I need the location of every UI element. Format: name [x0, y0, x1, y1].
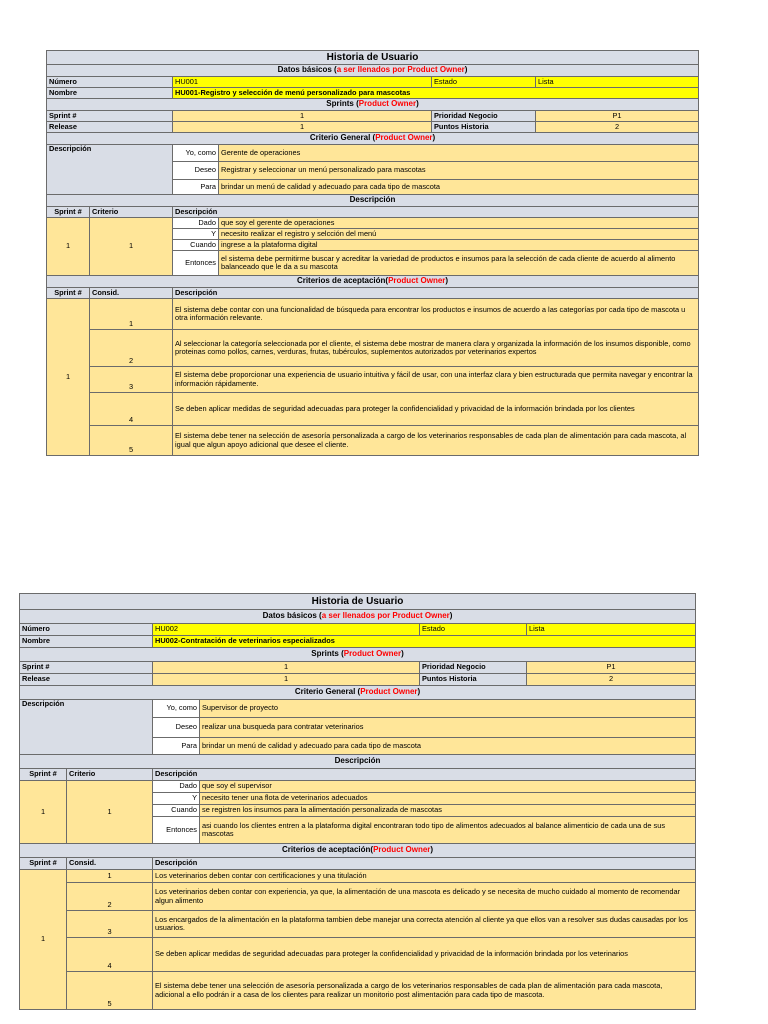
- numero-label: Número: [20, 624, 153, 636]
- entonces-value[interactable]: el sistema debe permitirme buscar y acreditar la variedad de productos e insumos para la selección de cada cliente de acuerdo al alimento balanceado que le da a su mascota: [219, 251, 699, 276]
- deseo-value[interactable]: realizar una busqueda para contratar veterinarios: [200, 718, 696, 738]
- criterio-col-header: Criterio: [90, 207, 173, 218]
- desc-criterio-value[interactable]: 1: [90, 218, 173, 276]
- para-label: Para: [173, 180, 219, 195]
- basic-data-header: Datos básicos (a ser llenados por Product Owner): [20, 610, 696, 624]
- sprint-col-header: Sprint #: [20, 769, 67, 781]
- descripcion-col-header: Descripción: [153, 769, 696, 781]
- cuando-label: Cuando: [173, 240, 219, 251]
- puntos-label: Puntos Historia: [432, 122, 536, 133]
- para-value[interactable]: brindar un menú de calidad y adecuado para cada tipo de mascota: [219, 180, 699, 195]
- acc-descripcion-col-header: Descripción: [173, 288, 699, 299]
- user-story-table-1: [46, 50, 699, 456]
- criterion-text[interactable]: El sistema debe tener una selección de asesoría personalizada a cargo de los veterinarios responsables de cada plan de alimentación para cada mascota, adicional a ello podrán ir a casa de los clientes para realizar un monitorio post alimentación para cada tipo de mascota.: [153, 972, 696, 1010]
- criterio-general-header: Criterio General (Product Owner): [47, 133, 699, 145]
- acceptance-header: Criterios de aceptación(Product Owner): [47, 276, 699, 288]
- release-label: Release: [47, 122, 173, 133]
- story-title: Historia de Usuario: [47, 51, 699, 65]
- criterion-number: 2: [67, 883, 153, 911]
- criterion-text[interactable]: El sistema debe contar con una funcionalidad de búsqueda para encontrar los productos e insumos de acuerdo a las categorías por cada tipo de mascota u otra información relevante.: [173, 299, 699, 330]
- dado-value[interactable]: que soy el gerente de operaciones: [219, 218, 699, 229]
- cuando-label: Cuando: [153, 805, 200, 817]
- nombre-label: Nombre: [20, 636, 153, 648]
- descripcion-col-header: Descripción: [173, 207, 699, 218]
- cuando-value[interactable]: ingrese a la plataforma digital: [219, 240, 699, 251]
- yo-como-value[interactable]: Supervisor de proyecto: [200, 700, 696, 718]
- criterion-number: 4: [67, 938, 153, 972]
- cuando-value[interactable]: se registren los insumos para la alimentación personalizada de mascotas: [200, 805, 696, 817]
- para-label: Para: [153, 738, 200, 755]
- criterion-text[interactable]: El sistema debe proporcionar una experiencia de usuario intuitiva y fácil de usar, con una interfaz clara y bien estructurada que permita navegar y encontrar la información rápidamente.: [173, 367, 699, 393]
- criterio-col-header: Criterio: [67, 769, 153, 781]
- criterion-number: 4: [90, 393, 173, 426]
- puntos-value[interactable]: 2: [536, 122, 699, 133]
- criterio-general-header: Criterio General (Product Owner): [20, 686, 696, 700]
- release-value[interactable]: 1: [153, 674, 420, 686]
- numero-value[interactable]: HU002: [153, 624, 420, 636]
- nombre-value[interactable]: HU001-Registro y selección de menú personalizado para mascotas: [173, 88, 699, 99]
- criterion-text[interactable]: Los veterinarios deben contar con experiencia, ya que, la alimentación de una mascota es delicado y se necesita de mucho cuidado al momento de recomendar algun alimento: [153, 883, 696, 911]
- desc-criterio-value[interactable]: 1: [67, 781, 153, 844]
- yo-como-label: Yo, como: [173, 145, 219, 162]
- criterion-number: 1: [90, 299, 173, 330]
- descripcion-header: Descripción: [47, 195, 699, 207]
- para-value[interactable]: brindar un menú de calidad y adecuado para cada tipo de mascota: [200, 738, 696, 755]
- criterion-number: 3: [90, 367, 173, 393]
- prioridad-label: Prioridad Negocio: [432, 111, 536, 122]
- prioridad-label: Prioridad Negocio: [420, 662, 527, 674]
- acc-sprint-value[interactable]: 1: [47, 299, 90, 456]
- entonces-label: Entonces: [153, 817, 200, 844]
- criterion-number: 3: [67, 911, 153, 938]
- sprints-header: Sprints (Product Owner): [47, 99, 699, 111]
- sprint-value[interactable]: 1: [153, 662, 420, 674]
- sprint-label: Sprint #: [47, 111, 173, 122]
- acc-sprint-col-header: Sprint #: [20, 858, 67, 870]
- dado-label: Dado: [173, 218, 219, 229]
- criterion-text[interactable]: El sistema debe tener na selección de asesoría personalizada a cargo de los veterinarios responsables de cada plan de alimentación para cada mascota, al igual que algun apoyo adicional que desee el cliente.: [173, 426, 699, 456]
- criterion-text[interactable]: Los encargados de la alimentación en la plataforma tambien debe manejar una correcta atención al cliente ya que ellos van a resolver sus dudas causadas por los usuarios.: [153, 911, 696, 938]
- acc-sprint-value[interactable]: 1: [20, 870, 67, 1010]
- acc-sprint-col-header: Sprint #: [47, 288, 90, 299]
- numero-value[interactable]: HU001: [173, 77, 432, 88]
- y-label: Y: [153, 793, 200, 805]
- y-value[interactable]: necesito tener una flota de veterinarios adecuados: [200, 793, 696, 805]
- sprints-header: Sprints (Product Owner): [20, 648, 696, 662]
- criterion-text[interactable]: Se deben aplicar medidas de seguridad adecuadas para proteger la confidencialidad y privacidad de la información brindada por los clientes: [173, 393, 699, 426]
- acc-descripcion-col-header: Descripción: [153, 858, 696, 870]
- entonces-value[interactable]: asi cuando los clientes entren a la plataforma digital encontraran todo tipo de alimentos adecuados al balance alimenticio de cada una de sus mascotas: [200, 817, 696, 844]
- acceptance-header: Criterios de aceptación(Product Owner): [20, 844, 696, 858]
- descripcion-header: Descripción: [20, 755, 696, 769]
- criterion-text[interactable]: Los veterinarios deben contar con certificaciones y una titulación: [153, 870, 696, 883]
- release-value[interactable]: 1: [173, 122, 432, 133]
- nombre-label: Nombre: [47, 88, 173, 99]
- release-label: Release: [20, 674, 153, 686]
- yo-como-label: Yo, como: [153, 700, 200, 718]
- puntos-label: Puntos Historia: [420, 674, 527, 686]
- estado-value[interactable]: Lista: [536, 77, 699, 88]
- nombre-value[interactable]: HU002-Contratación de veterinarios especializados: [153, 636, 696, 648]
- yo-como-value[interactable]: Gerente de operaciones: [219, 145, 699, 162]
- basic-data-header: Datos básicos (a ser llenados por Product Owner): [47, 65, 699, 77]
- criterion-number: 2: [90, 330, 173, 367]
- prioridad-value[interactable]: P1: [536, 111, 699, 122]
- criterion-number: 5: [67, 972, 153, 1010]
- sprint-value[interactable]: 1: [173, 111, 432, 122]
- entonces-label: Entonces: [173, 251, 219, 276]
- estado-label: Estado: [432, 77, 536, 88]
- consid-col-header: Consid.: [67, 858, 153, 870]
- descripcion-label: Descripción: [20, 700, 153, 755]
- dado-label: Dado: [153, 781, 200, 793]
- estado-label: Estado: [420, 624, 527, 636]
- numero-label: Número: [47, 77, 173, 88]
- sprint-col-header: Sprint #: [47, 207, 90, 218]
- desc-sprint-value[interactable]: 1: [20, 781, 67, 844]
- deseo-label: Deseo: [173, 162, 219, 180]
- y-label: Y: [173, 229, 219, 240]
- criterion-text[interactable]: Al seleccionar la categoría seleccionada por el cliente, el sistema debe mostrar de manera clara y organizada la información de los insumos disponible, como proteinas como pollos, carnes, verduras, frutas, tubérculos, suplementos autorizados por veterinarios expertos: [173, 330, 699, 367]
- y-value[interactable]: necesito realizar el registro y selcción del menú: [219, 229, 699, 240]
- consid-col-header: Consid.: [90, 288, 173, 299]
- puntos-value[interactable]: 2: [527, 674, 696, 686]
- deseo-value[interactable]: Registrar y seleccionar un menú personalizado para mascotas: [219, 162, 699, 180]
- criterion-number: 5: [90, 426, 173, 456]
- criterion-number: 1: [67, 870, 153, 883]
- criterion-text[interactable]: Se deben aplicar medidas de seguridad adecuadas para proteger la confidencialidad y privacidad de la información brindada por los veterinarios: [153, 938, 696, 972]
- prioridad-value[interactable]: P1: [527, 662, 696, 674]
- story-title: Historia de Usuario: [20, 594, 696, 610]
- descripcion-label: Descripción: [47, 145, 173, 195]
- desc-sprint-value[interactable]: 1: [47, 218, 90, 276]
- estado-value[interactable]: Lista: [527, 624, 696, 636]
- sprint-label: Sprint #: [20, 662, 153, 674]
- user-story-table-2: [19, 593, 696, 1010]
- dado-value[interactable]: que soy el supervisor: [200, 781, 696, 793]
- deseo-label: Deseo: [153, 718, 200, 738]
